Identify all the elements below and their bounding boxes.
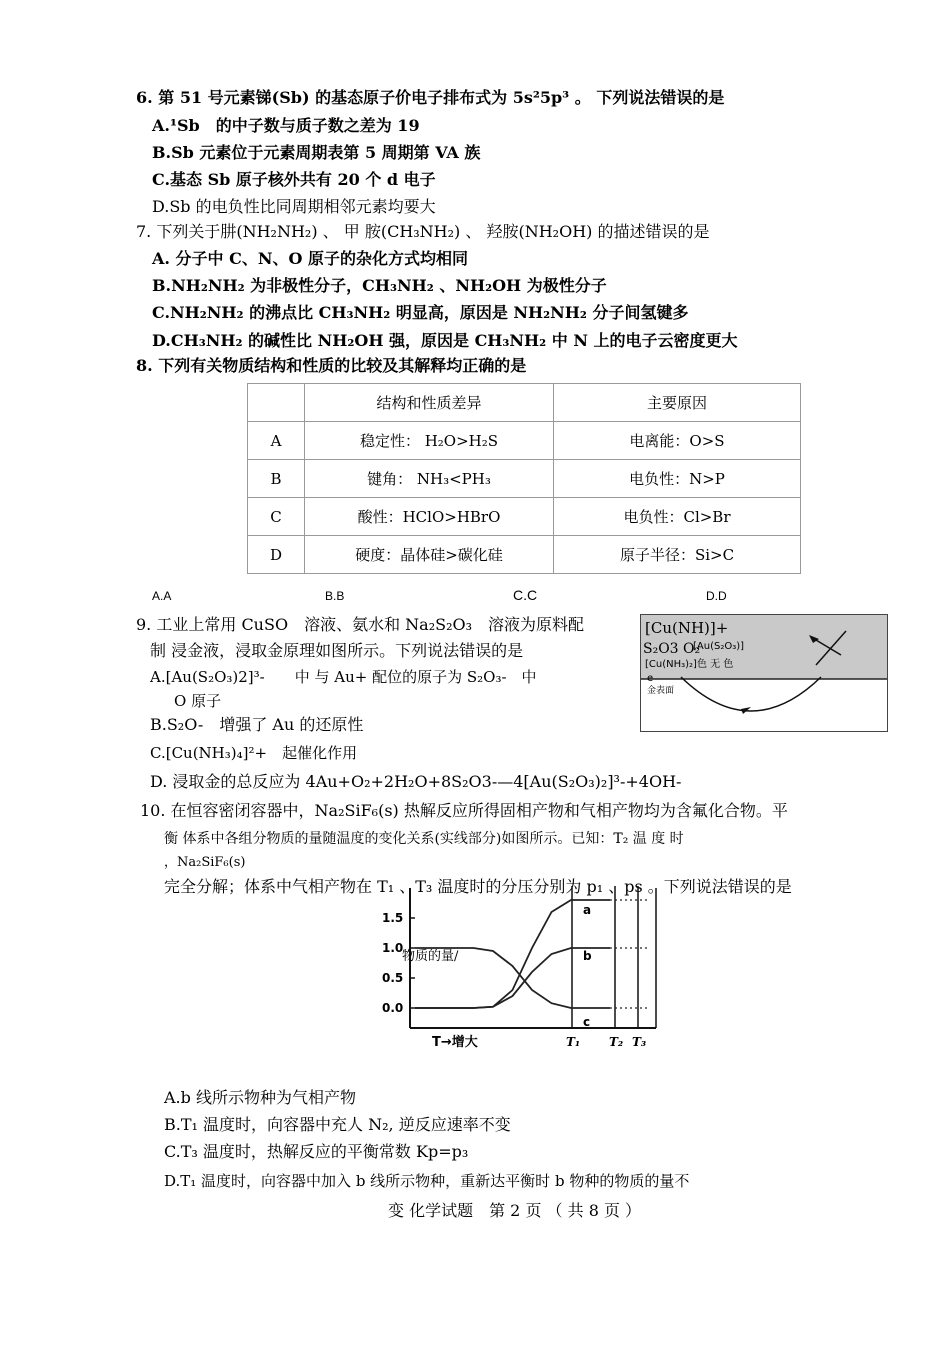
- table-cell: 原子半径：Si>C: [554, 536, 801, 574]
- electron-path: [681, 677, 821, 711]
- q6-option-a: A.¹Sb 的中子数与质子数之差为 19: [152, 116, 420, 135]
- q8-table: [247, 383, 801, 574]
- series-label-c: c: [583, 1015, 591, 1029]
- series-label-a: a: [583, 903, 592, 917]
- label-gold-surface: 金表面: [647, 686, 675, 696]
- q6-option-b: B.Sb 元素位于元素周期表第 5 周期第 VA 族: [152, 143, 481, 162]
- x-tick-label: T₂: [609, 1035, 624, 1049]
- x-axis-label: T→增大: [432, 1035, 478, 1050]
- q7-option-b: B.NH₂NH₂ 为非极性分子，CH₃NH₂ 、NH₂OH 为极性分子: [152, 276, 607, 295]
- q10-stem-line3: ，Na₂SiF₆(s): [164, 855, 246, 870]
- q10-chart: [380, 878, 680, 1053]
- table-header-cell: [248, 384, 305, 422]
- table-cell: B: [248, 460, 305, 498]
- q8-option-a: A.A: [152, 589, 172, 603]
- q8-stem: 8. 下列有关物质结构和性质的比较及其解释均正确的是: [136, 356, 527, 375]
- table-cell: 稳定性： H₂O>H₂S: [305, 422, 554, 460]
- table-row: [248, 536, 801, 574]
- table-row: [248, 498, 801, 536]
- q10-option-c: C.T₃ 温度时，热解反应的平衡常数 Kp=p₃: [164, 1142, 469, 1161]
- q10-option-d: D.T₁ 温度时，向容器中加入 b 线所示物种，重新达平衡时 b 物种的物质的量不: [164, 1172, 690, 1190]
- q7-option-a: A. 分子中 C、N、O 原子的杂化方式均相同: [152, 249, 468, 268]
- q10-stem-line2: 衡 体系中各组分物质的量随温度的变化关系(实线部分)如图所示。已知：T₂ 温 度 时: [164, 831, 684, 847]
- table-cell: 酸性：HClO>HBrO: [305, 498, 554, 536]
- q10-stem-line4: 完全分解；体系中气相产物在 T₁ 、T₃ 温度时的分压分别为 p₁ 、ps 。下列说法错误的是: [164, 877, 792, 896]
- table-cell: 电负性：N>P: [554, 460, 801, 498]
- label-reagents: S₂O3 O₂: [643, 641, 701, 657]
- q9-option-c: C.[Cu(NH₃)₄]²+ 起催化作用: [150, 744, 358, 762]
- table-row: [248, 460, 801, 498]
- table-cell: D: [248, 536, 305, 574]
- y-tick-label: 1.0: [382, 941, 404, 955]
- y-tick-label: 0.0: [382, 1001, 404, 1015]
- q9-stem-line2: 制 浸金液，浸取金原理如图所示。下列说法错误的是: [150, 641, 524, 660]
- x-tick-label: T₁: [566, 1035, 581, 1049]
- label-cu-colorless: [Cu(NH₃)₂]色 无 色: [645, 659, 734, 670]
- table-cell: 电离能：O>S: [554, 422, 801, 460]
- y-tick-label: 0.5: [382, 971, 404, 985]
- q10-chart-svg: [380, 878, 680, 1053]
- table-header-row: [248, 384, 801, 422]
- y-tick-label: 1.5: [382, 911, 404, 925]
- q6-option-c: C.基态 Sb 原子核外共有 20 个 d 电子: [152, 170, 436, 189]
- label-au-complex: [Au(S₂O₃)]: [693, 641, 745, 652]
- q9-stem-line1: 9. 工业上常用 CuSO 溶液、氨水和 Na₂S₂O₃ 溶液为原料配: [136, 615, 585, 634]
- q10-option-b: B.T₁ 温度时，向容器中充人 N₂, 逆反应速率不变: [164, 1115, 511, 1134]
- q6-stem: 6. 第 51 号元素锑(Sb) 的基态原子价电子排布式为 5s²5p³ 。 下列说法错误的是: [136, 88, 725, 107]
- table-cell: 电负性：Cl>Br: [554, 498, 801, 536]
- table-cell: 键角： NH₃<PH₃: [305, 460, 554, 498]
- table-cell: A: [248, 422, 305, 460]
- table-header-cell: 结构和性质差异: [305, 384, 554, 422]
- table-row: [248, 422, 801, 460]
- label-electron: e: [647, 673, 654, 684]
- q8-option-b: B.B: [325, 589, 345, 603]
- q7-option-d: D.CH₃NH₂ 的碱性比 NH₂OH 强，原因是 CH₃NH₂ 中 N 上的电子云密度更大: [152, 331, 738, 350]
- q7-stem: 7. 下列关于肼(NH₂NH₂) 、 甲 胺(CH₃NH₂) 、 羟胺(NH₂OH) 的描述错误的是: [136, 222, 710, 241]
- q9-option-a-line1: A.[Au(S₂O₃)2]³- 中 与 Au+ 配位的原子为 S₂O₃- 中: [150, 668, 537, 686]
- q7-option-c: C.NH₂NH₂ 的沸点比 CH₃NH₂ 明显高，原因是 NH₂NH₂ 分子间氢键多: [152, 303, 689, 322]
- q6-option-d: D.Sb 的电负性比同周期相邻元素均要大: [152, 197, 436, 216]
- q8-option-d: D.D: [706, 589, 727, 603]
- y-axis-label: 物质的量/: [402, 949, 459, 964]
- q10-stem-line1: 10. 在恒容密闭容器中，Na₂SiF₆(s) 热解反应所得固相产物和气相产物均为含氟化合物。平: [140, 801, 788, 820]
- x-tick-label: T₃: [632, 1035, 647, 1049]
- label-cu-complex: [Cu(NH)]+: [645, 619, 729, 637]
- q10-option-a: A.b 线所示物种为气相产物: [164, 1088, 356, 1107]
- q9-mechanism-diagram: [641, 615, 887, 731]
- series-label-b: b: [583, 949, 592, 963]
- q9-figure: [640, 614, 888, 732]
- q8-option-c: C.C: [513, 587, 538, 603]
- table-cell: 硬度：晶体硅>碳化硅: [305, 536, 554, 574]
- table-header-cell: 主要原因: [554, 384, 801, 422]
- q9-option-b: B.S₂O- 增强了 Au 的还原性: [150, 715, 364, 734]
- q9-option-a-line2: O 原子: [174, 692, 222, 710]
- q9-option-d: D. 浸取金的总反应为 4Au+O₂+2H₂O+8S₂O3-—4[Au(S₂O₃)₂]³-+4OH-: [150, 772, 682, 791]
- table-cell: C: [248, 498, 305, 536]
- page-footer: 变 化学试题 第 2 页 （ 共 8 页 ）: [388, 1201, 642, 1220]
